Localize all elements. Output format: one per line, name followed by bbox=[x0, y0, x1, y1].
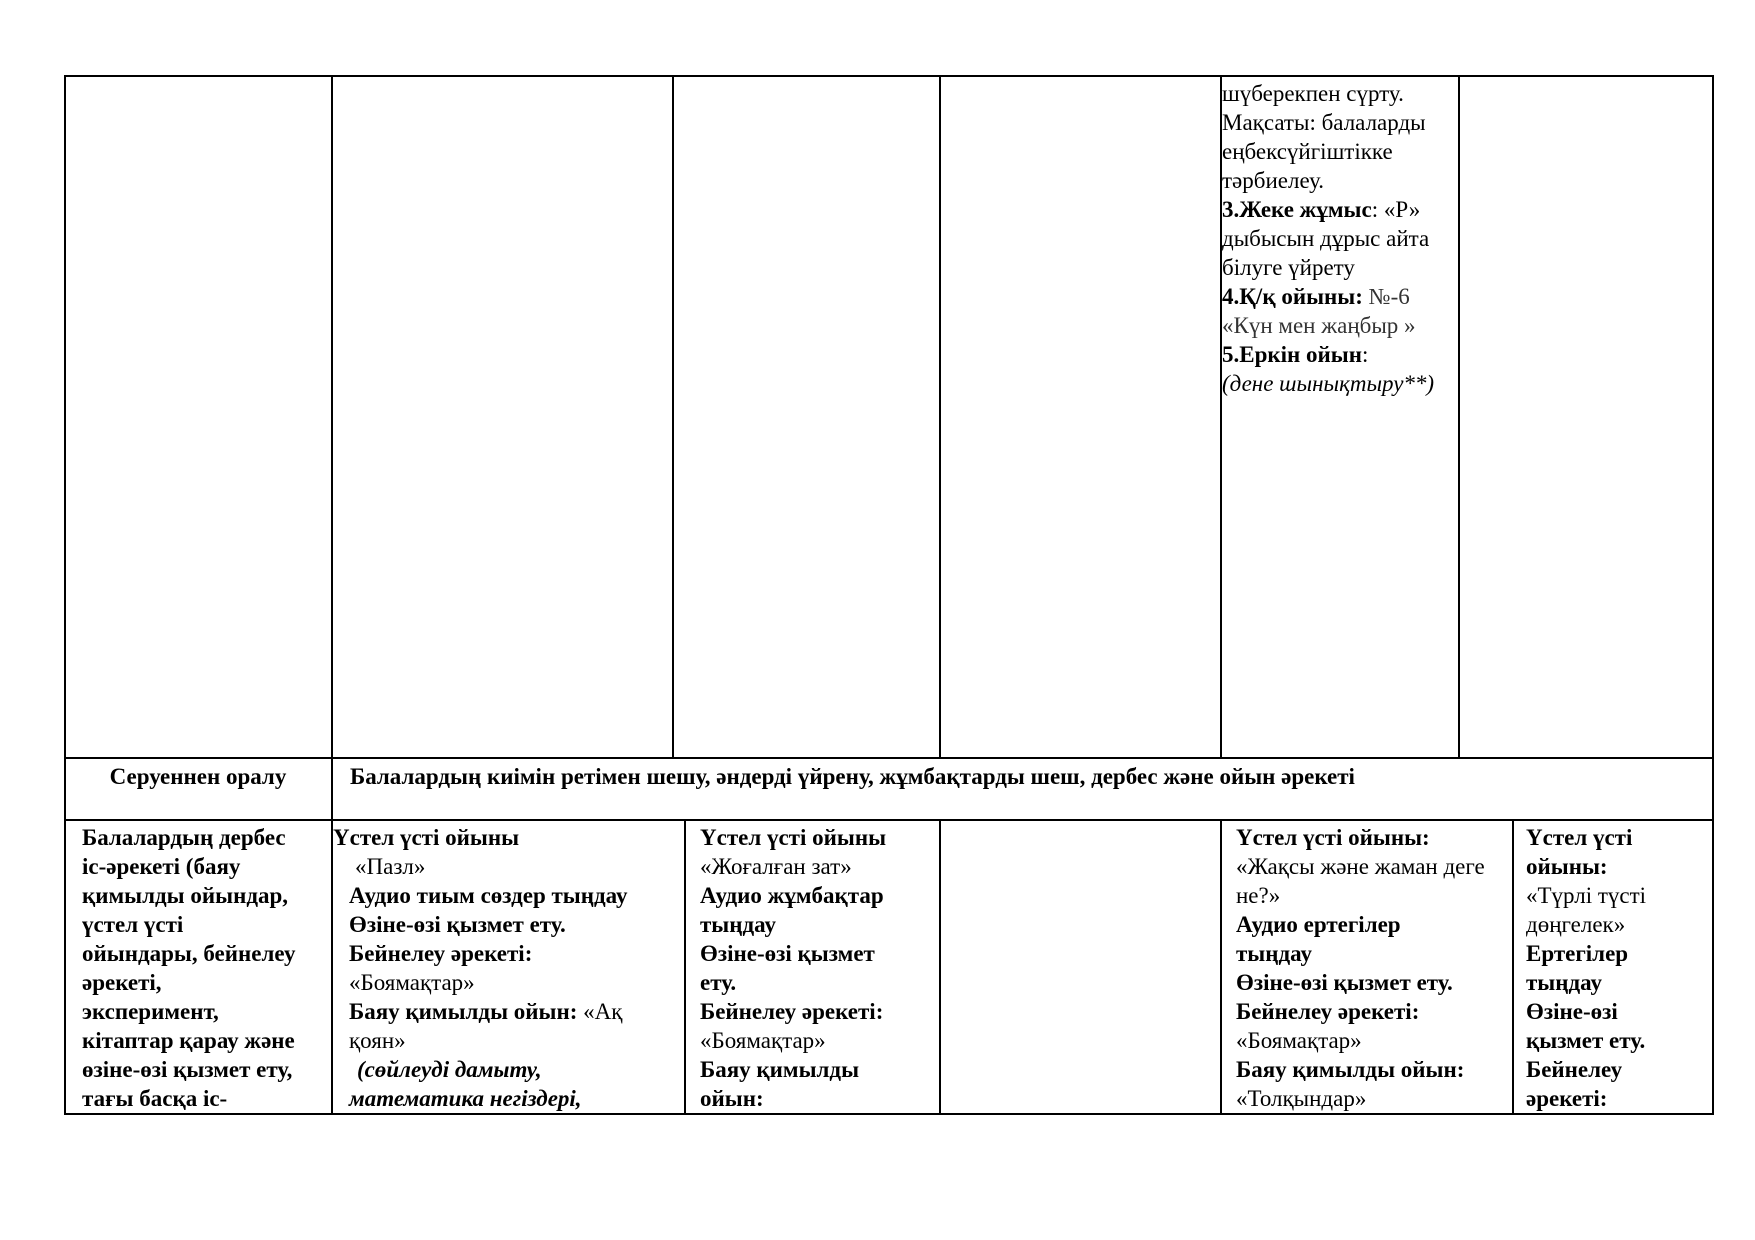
text-line bbox=[1222, 282, 1456, 311]
row3-col2-cell bbox=[700, 823, 936, 1113]
row1-col5-cell bbox=[1222, 79, 1456, 398]
text-span: Баяу қимылды ойын: bbox=[349, 999, 578, 1024]
text-line: шүберекпен сүрту. bbox=[1222, 81, 1404, 106]
text-line: Үстел үсті ойыны: bbox=[1236, 825, 1430, 850]
text-line: тыңдау bbox=[1236, 941, 1312, 966]
text-line: еңбексүйгіштікке bbox=[1222, 139, 1393, 164]
column-divider bbox=[1512, 819, 1514, 1115]
text-line: үстел үсті bbox=[82, 912, 184, 937]
text-line: әрекеті, bbox=[82, 970, 162, 995]
row3-col1-cell bbox=[333, 823, 683, 1113]
row-divider bbox=[64, 819, 1714, 821]
text-line: Мақсаты: балаларды bbox=[1222, 110, 1426, 135]
text-line: Үстел үсті bbox=[1526, 825, 1633, 850]
text-line: кітаптар қарау және bbox=[82, 1028, 295, 1053]
text-line: «Жоғалған зат» bbox=[700, 854, 852, 879]
text-line bbox=[333, 968, 683, 997]
text-line: білуге үйрету bbox=[1222, 255, 1355, 280]
text-line: әрекеті: bbox=[1526, 1086, 1608, 1111]
row2-label bbox=[66, 762, 330, 791]
text-line: тыңдау bbox=[700, 912, 776, 937]
item4-label: 4.Қ/қ ойыны: bbox=[1222, 284, 1363, 309]
text-line bbox=[333, 939, 683, 968]
text-span: Аудио тиым сөздер тыңдау bbox=[349, 883, 628, 908]
text-span: «Боямақтар» bbox=[349, 970, 475, 995]
text-line: дөңгелек» bbox=[1526, 912, 1626, 937]
row3-col5-cell bbox=[1526, 823, 1710, 1113]
text-line: өзіне-өзі қызмет ету, bbox=[82, 1057, 293, 1082]
text-line: ойындары, бейнелеу bbox=[82, 941, 296, 966]
text-line bbox=[1222, 340, 1456, 369]
text-line: ойыны: bbox=[1526, 854, 1608, 879]
text-line: «Түрлі түсті bbox=[1526, 883, 1647, 908]
text-line: «Боямақтар» bbox=[1236, 1028, 1362, 1053]
item5-rest: : bbox=[1362, 342, 1369, 367]
column-divider bbox=[1458, 75, 1460, 758]
column-divider bbox=[939, 75, 941, 758]
text-line: Баяу қимылды bbox=[700, 1057, 860, 1082]
item3-label: 3.Жеке жұмыс bbox=[1222, 197, 1372, 222]
text-line: Бейнелеу bbox=[1526, 1057, 1623, 1082]
text-line: Үстел үсті ойыны bbox=[333, 825, 520, 850]
text-line: қимылды ойындар, bbox=[82, 883, 289, 908]
text-span: қоян» bbox=[349, 1028, 406, 1053]
text-line bbox=[1222, 195, 1456, 224]
row2-content bbox=[350, 762, 1700, 791]
text-line: Аудио ертегілер bbox=[1236, 912, 1401, 937]
item5-label: 5.Еркін ойын bbox=[1222, 342, 1362, 367]
row3-label bbox=[82, 823, 328, 1113]
text-line: Өзіне-өзі қызмет bbox=[700, 941, 875, 966]
item4-rest: №-6 bbox=[1362, 284, 1410, 309]
text-line: іс-әрекеті (баяу bbox=[82, 854, 241, 879]
item3-rest: : «Р» bbox=[1371, 197, 1421, 222]
text-line: Баяу қимылды ойын: bbox=[1236, 1057, 1465, 1082]
text-line: «Жақсы және жаман деге bbox=[1236, 854, 1485, 879]
text-line: қызмет ету. bbox=[1526, 1028, 1646, 1053]
text-line: Үстел үсті ойыны bbox=[700, 825, 887, 850]
text-line bbox=[333, 1026, 683, 1055]
text-line bbox=[333, 1084, 683, 1113]
text-span: (сөйлеуді дамыту, bbox=[357, 1057, 542, 1082]
text-line: не?» bbox=[1236, 883, 1281, 908]
column-divider bbox=[939, 819, 941, 1115]
column-divider bbox=[684, 819, 686, 1115]
text-line: эксперимент, bbox=[82, 999, 219, 1024]
text-line: тыңдау bbox=[1526, 970, 1602, 995]
text-line: Бейнелеу әрекеті: bbox=[700, 999, 884, 1024]
text-span: «Ақ bbox=[577, 999, 623, 1024]
text-line: ойын: bbox=[700, 1086, 764, 1111]
text-line: дыбысын дұрыс айта bbox=[1222, 226, 1430, 251]
row3-col4-cell bbox=[1236, 823, 1510, 1113]
text-line: Балалардың дербес bbox=[82, 825, 286, 850]
text-line: (дене шынықтыру**) bbox=[1222, 371, 1435, 396]
text-span: Бейнелеу әрекеті: bbox=[349, 941, 533, 966]
column-divider bbox=[672, 75, 674, 758]
text-line: «Боямақтар» bbox=[700, 1028, 826, 1053]
text-line: Өзіне-өзі bbox=[1526, 999, 1618, 1024]
text-line bbox=[333, 1055, 683, 1084]
text-line: «Күн мен жаңбыр » bbox=[1222, 313, 1416, 338]
row-divider bbox=[64, 757, 1714, 759]
text-line: Аудио жұмбақтар bbox=[700, 883, 884, 908]
text-line bbox=[333, 910, 683, 939]
text-span: «Пазл» bbox=[355, 854, 426, 879]
text-line bbox=[333, 852, 683, 881]
text-line: тәрбиелеу. bbox=[1222, 168, 1325, 193]
row-label: Серуеннен оралу bbox=[109, 764, 287, 789]
text-line: Бейнелеу әрекеті: bbox=[1236, 999, 1420, 1024]
text-line: Өзіне-өзі қызмет ету. bbox=[1236, 970, 1453, 995]
text-span: Өзіне-өзі қызмет ету. bbox=[349, 912, 566, 937]
row-content: Балалардың киімін ретімен шешу, әндерді үйрену, жұмбақтарды шеш, дербес және ойын әрекеті bbox=[350, 764, 1355, 789]
text-line: тағы басқа іс- bbox=[82, 1086, 228, 1111]
text-line bbox=[333, 881, 683, 910]
text-line bbox=[333, 997, 683, 1026]
text-line: «Толқындар» bbox=[1236, 1086, 1367, 1111]
text-line: ету. bbox=[700, 970, 737, 995]
column-divider bbox=[1220, 819, 1222, 1115]
text-line: Ертегілер bbox=[1526, 941, 1629, 966]
text-span: математика негіздері, bbox=[349, 1086, 582, 1111]
